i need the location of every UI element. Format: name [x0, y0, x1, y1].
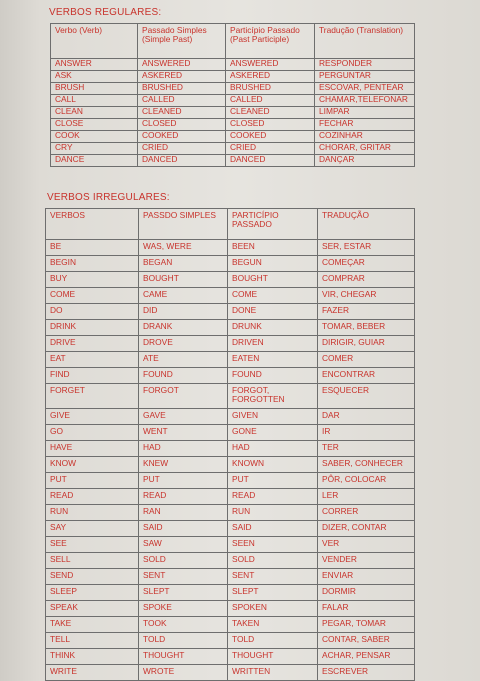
table-row [46, 473, 415, 489]
cell: DONE [228, 304, 318, 320]
table-row [46, 320, 415, 336]
table-row [46, 617, 415, 633]
column-header: Verbo (Verb) [51, 24, 138, 59]
table-row [51, 107, 415, 119]
cell: SLEPT [139, 585, 228, 601]
cell: ASKERED [138, 71, 226, 83]
cell: DRINK [46, 320, 139, 336]
cell: BEGIN [46, 256, 139, 272]
cell: ENCONTRAR [318, 368, 415, 384]
table-row [46, 633, 415, 649]
cell: CALL [51, 95, 138, 107]
cell: DANCED [138, 155, 226, 167]
cell: COOK [51, 131, 138, 143]
cell: DRANK [139, 320, 228, 336]
column-header: Tradução (Translation) [315, 24, 415, 59]
cell: COOKED [226, 131, 315, 143]
cell: BEEN [228, 240, 318, 256]
cell: DO [46, 304, 139, 320]
cell: READ [46, 489, 139, 505]
cell: ANSWER [51, 59, 138, 71]
irregular-verbs-table [45, 208, 415, 681]
cell: VER [318, 537, 415, 553]
cell: DANCED [226, 155, 315, 167]
cell: VENDER [318, 553, 415, 569]
table-row [46, 521, 415, 537]
cell: DRIVE [46, 336, 139, 352]
table-row [46, 537, 415, 553]
cell: ANSWERED [138, 59, 226, 71]
table-row [46, 489, 415, 505]
cell: SENT [139, 569, 228, 585]
cell: KNEW [139, 457, 228, 473]
table-header-row [46, 209, 415, 240]
cell: THOUGHT [139, 649, 228, 665]
table-row [46, 336, 415, 352]
cell: DIZER, CONTAR [318, 521, 415, 537]
table-row [46, 288, 415, 304]
cell: FOUND [139, 368, 228, 384]
cell: SOLD [139, 553, 228, 569]
table-row [51, 83, 415, 95]
cell: TAKEN [228, 617, 318, 633]
cell: BRUSHED [226, 83, 315, 95]
cell: GIVEN [228, 409, 318, 425]
cell: FORGET [46, 384, 139, 409]
cell: DID [139, 304, 228, 320]
cell: COOKED [138, 131, 226, 143]
cell: SAID [139, 521, 228, 537]
cell: PÔR, COLOCAR [318, 473, 415, 489]
table-row [46, 441, 415, 457]
table-row [46, 601, 415, 617]
cell: EAT [46, 352, 139, 368]
cell: LIMPAR [315, 107, 415, 119]
table-row [46, 569, 415, 585]
table-row [46, 649, 415, 665]
cell: CRIED [226, 143, 315, 155]
cell: SAW [139, 537, 228, 553]
cell: ATE [139, 352, 228, 368]
cell: BEGUN [228, 256, 318, 272]
cell: CHAMAR,TELEFONAR [315, 95, 415, 107]
table-row [51, 143, 415, 155]
cell: PERGUNTAR [315, 71, 415, 83]
cell: BOUGHT [228, 272, 318, 288]
cell: PEGAR, TOMAR [318, 617, 415, 633]
cell: CALLED [226, 95, 315, 107]
cell: FOUND [228, 368, 318, 384]
table-row [46, 665, 415, 681]
table-row [51, 155, 415, 167]
cell: READ [139, 489, 228, 505]
cell: GONE [228, 425, 318, 441]
column-header: VERBOS [46, 209, 139, 240]
cell: BRUSHED [138, 83, 226, 95]
cell: EATEN [228, 352, 318, 368]
table-row [46, 553, 415, 569]
table-header-row [51, 24, 415, 59]
cell: ASKERED [226, 71, 315, 83]
cell: GO [46, 425, 139, 441]
cell: THOUGHT [228, 649, 318, 665]
cell: SLEEP [46, 585, 139, 601]
cell: SEE [46, 537, 139, 553]
table-row [46, 457, 415, 473]
cell: ESCREVER [318, 665, 415, 681]
table-row [46, 585, 415, 601]
table-row [51, 71, 415, 83]
cell: TER [318, 441, 415, 457]
column-header: TRADUÇÃO [318, 209, 415, 240]
cell: TELL [46, 633, 139, 649]
cell: PUT [139, 473, 228, 489]
table-row [46, 240, 415, 256]
cell: ACHAR, PENSAR [318, 649, 415, 665]
cell: BE [46, 240, 139, 256]
cell: CLEANED [138, 107, 226, 119]
cell: CLOSE [51, 119, 138, 131]
cell: DANÇAR [315, 155, 415, 167]
cell: SOLD [228, 553, 318, 569]
cell: ESQUECER [318, 384, 415, 409]
cell: WENT [139, 425, 228, 441]
cell: KNOW [46, 457, 139, 473]
cell: IR [318, 425, 415, 441]
cell: PUT [228, 473, 318, 489]
cell: COZINHAR [315, 131, 415, 143]
cell: FORGOT, FORGOTTEN [228, 384, 318, 409]
cell: DANCE [51, 155, 138, 167]
cell: RAN [139, 505, 228, 521]
cell: HAVE [46, 441, 139, 457]
regular-verbs-title: VERBOS REGULARES: [49, 7, 162, 18]
cell: SER, ESTAR [318, 240, 415, 256]
column-header: Particípio Passado (Past Participle) [226, 24, 315, 59]
table-row [46, 272, 415, 288]
cell: ASK [51, 71, 138, 83]
cell: DORMIR [318, 585, 415, 601]
cell: HAD [228, 441, 318, 457]
cell: RUN [46, 505, 139, 521]
cell: VIR, CHEGAR [318, 288, 415, 304]
cell: GIVE [46, 409, 139, 425]
cell: CLEANED [226, 107, 315, 119]
cell: HAD [139, 441, 228, 457]
cell: FORGOT [139, 384, 228, 409]
cell: TOOK [139, 617, 228, 633]
cell: CLEAN [51, 107, 138, 119]
table-row [51, 95, 415, 107]
column-header: PASSDO SIMPLES [139, 209, 228, 240]
cell: COMER [318, 352, 415, 368]
cell: BOUGHT [139, 272, 228, 288]
cell: RESPONDER [315, 59, 415, 71]
cell: ANSWERED [226, 59, 315, 71]
irregular-verbs-title: VERBOS IRREGULARES: [47, 192, 170, 203]
cell: SEND [46, 569, 139, 585]
cell: COMEÇAR [318, 256, 415, 272]
cell: SELL [46, 553, 139, 569]
cell: TOLD [228, 633, 318, 649]
cell: SEEN [228, 537, 318, 553]
cell: CLOSED [138, 119, 226, 131]
table-row [46, 505, 415, 521]
cell: SPOKE [139, 601, 228, 617]
cell: DRUNK [228, 320, 318, 336]
cell: CHORAR, GRITAR [315, 143, 415, 155]
cell: BRUSH [51, 83, 138, 95]
cell: DROVE [139, 336, 228, 352]
cell: COME [228, 288, 318, 304]
cell: PUT [46, 473, 139, 489]
cell: ENVIAR [318, 569, 415, 585]
cell: FIND [46, 368, 139, 384]
cell: WRITTEN [228, 665, 318, 681]
cell: SPEAK [46, 601, 139, 617]
cell: DIRIGIR, GUIAR [318, 336, 415, 352]
table-row [51, 119, 415, 131]
cell: SLEPT [228, 585, 318, 601]
cell: CALLED [138, 95, 226, 107]
cell: TAKE [46, 617, 139, 633]
cell: SPOKEN [228, 601, 318, 617]
table-row [51, 131, 415, 143]
cell: BEGAN [139, 256, 228, 272]
table-row [46, 256, 415, 272]
column-header: Passado Simples (Simple Past) [138, 24, 226, 59]
table-row [46, 409, 415, 425]
cell: WRITE [46, 665, 139, 681]
cell: FAZER [318, 304, 415, 320]
table-row [46, 368, 415, 384]
cell: SENT [228, 569, 318, 585]
cell: SABER, CONHECER [318, 457, 415, 473]
cell: WROTE [139, 665, 228, 681]
table-row [46, 304, 415, 320]
cell: THINK [46, 649, 139, 665]
column-header: PARTICÍPIO PASSADO [228, 209, 318, 240]
cell: CRIED [138, 143, 226, 155]
cell: CORRER [318, 505, 415, 521]
cell: COME [46, 288, 139, 304]
cell: CLOSED [226, 119, 315, 131]
cell: RUN [228, 505, 318, 521]
cell: COMPRAR [318, 272, 415, 288]
cell: TOLD [139, 633, 228, 649]
regular-verbs-table [50, 23, 415, 167]
cell: CAME [139, 288, 228, 304]
cell: LER [318, 489, 415, 505]
table-row [46, 384, 415, 409]
cell: DRIVEN [228, 336, 318, 352]
cell: SAY [46, 521, 139, 537]
cell: WAS, WERE [139, 240, 228, 256]
table-row [51, 59, 415, 71]
cell: READ [228, 489, 318, 505]
table-row [46, 425, 415, 441]
cell: ESCOVAR, PENTEAR [315, 83, 415, 95]
cell: DAR [318, 409, 415, 425]
cell: CRY [51, 143, 138, 155]
cell: CONTAR, SABER [318, 633, 415, 649]
table-row [46, 352, 415, 368]
cell: BUY [46, 272, 139, 288]
cell: FECHAR [315, 119, 415, 131]
cell: KNOWN [228, 457, 318, 473]
cell: SAID [228, 521, 318, 537]
cell: GAVE [139, 409, 228, 425]
cell: FALAR [318, 601, 415, 617]
cell: TOMAR, BEBER [318, 320, 415, 336]
